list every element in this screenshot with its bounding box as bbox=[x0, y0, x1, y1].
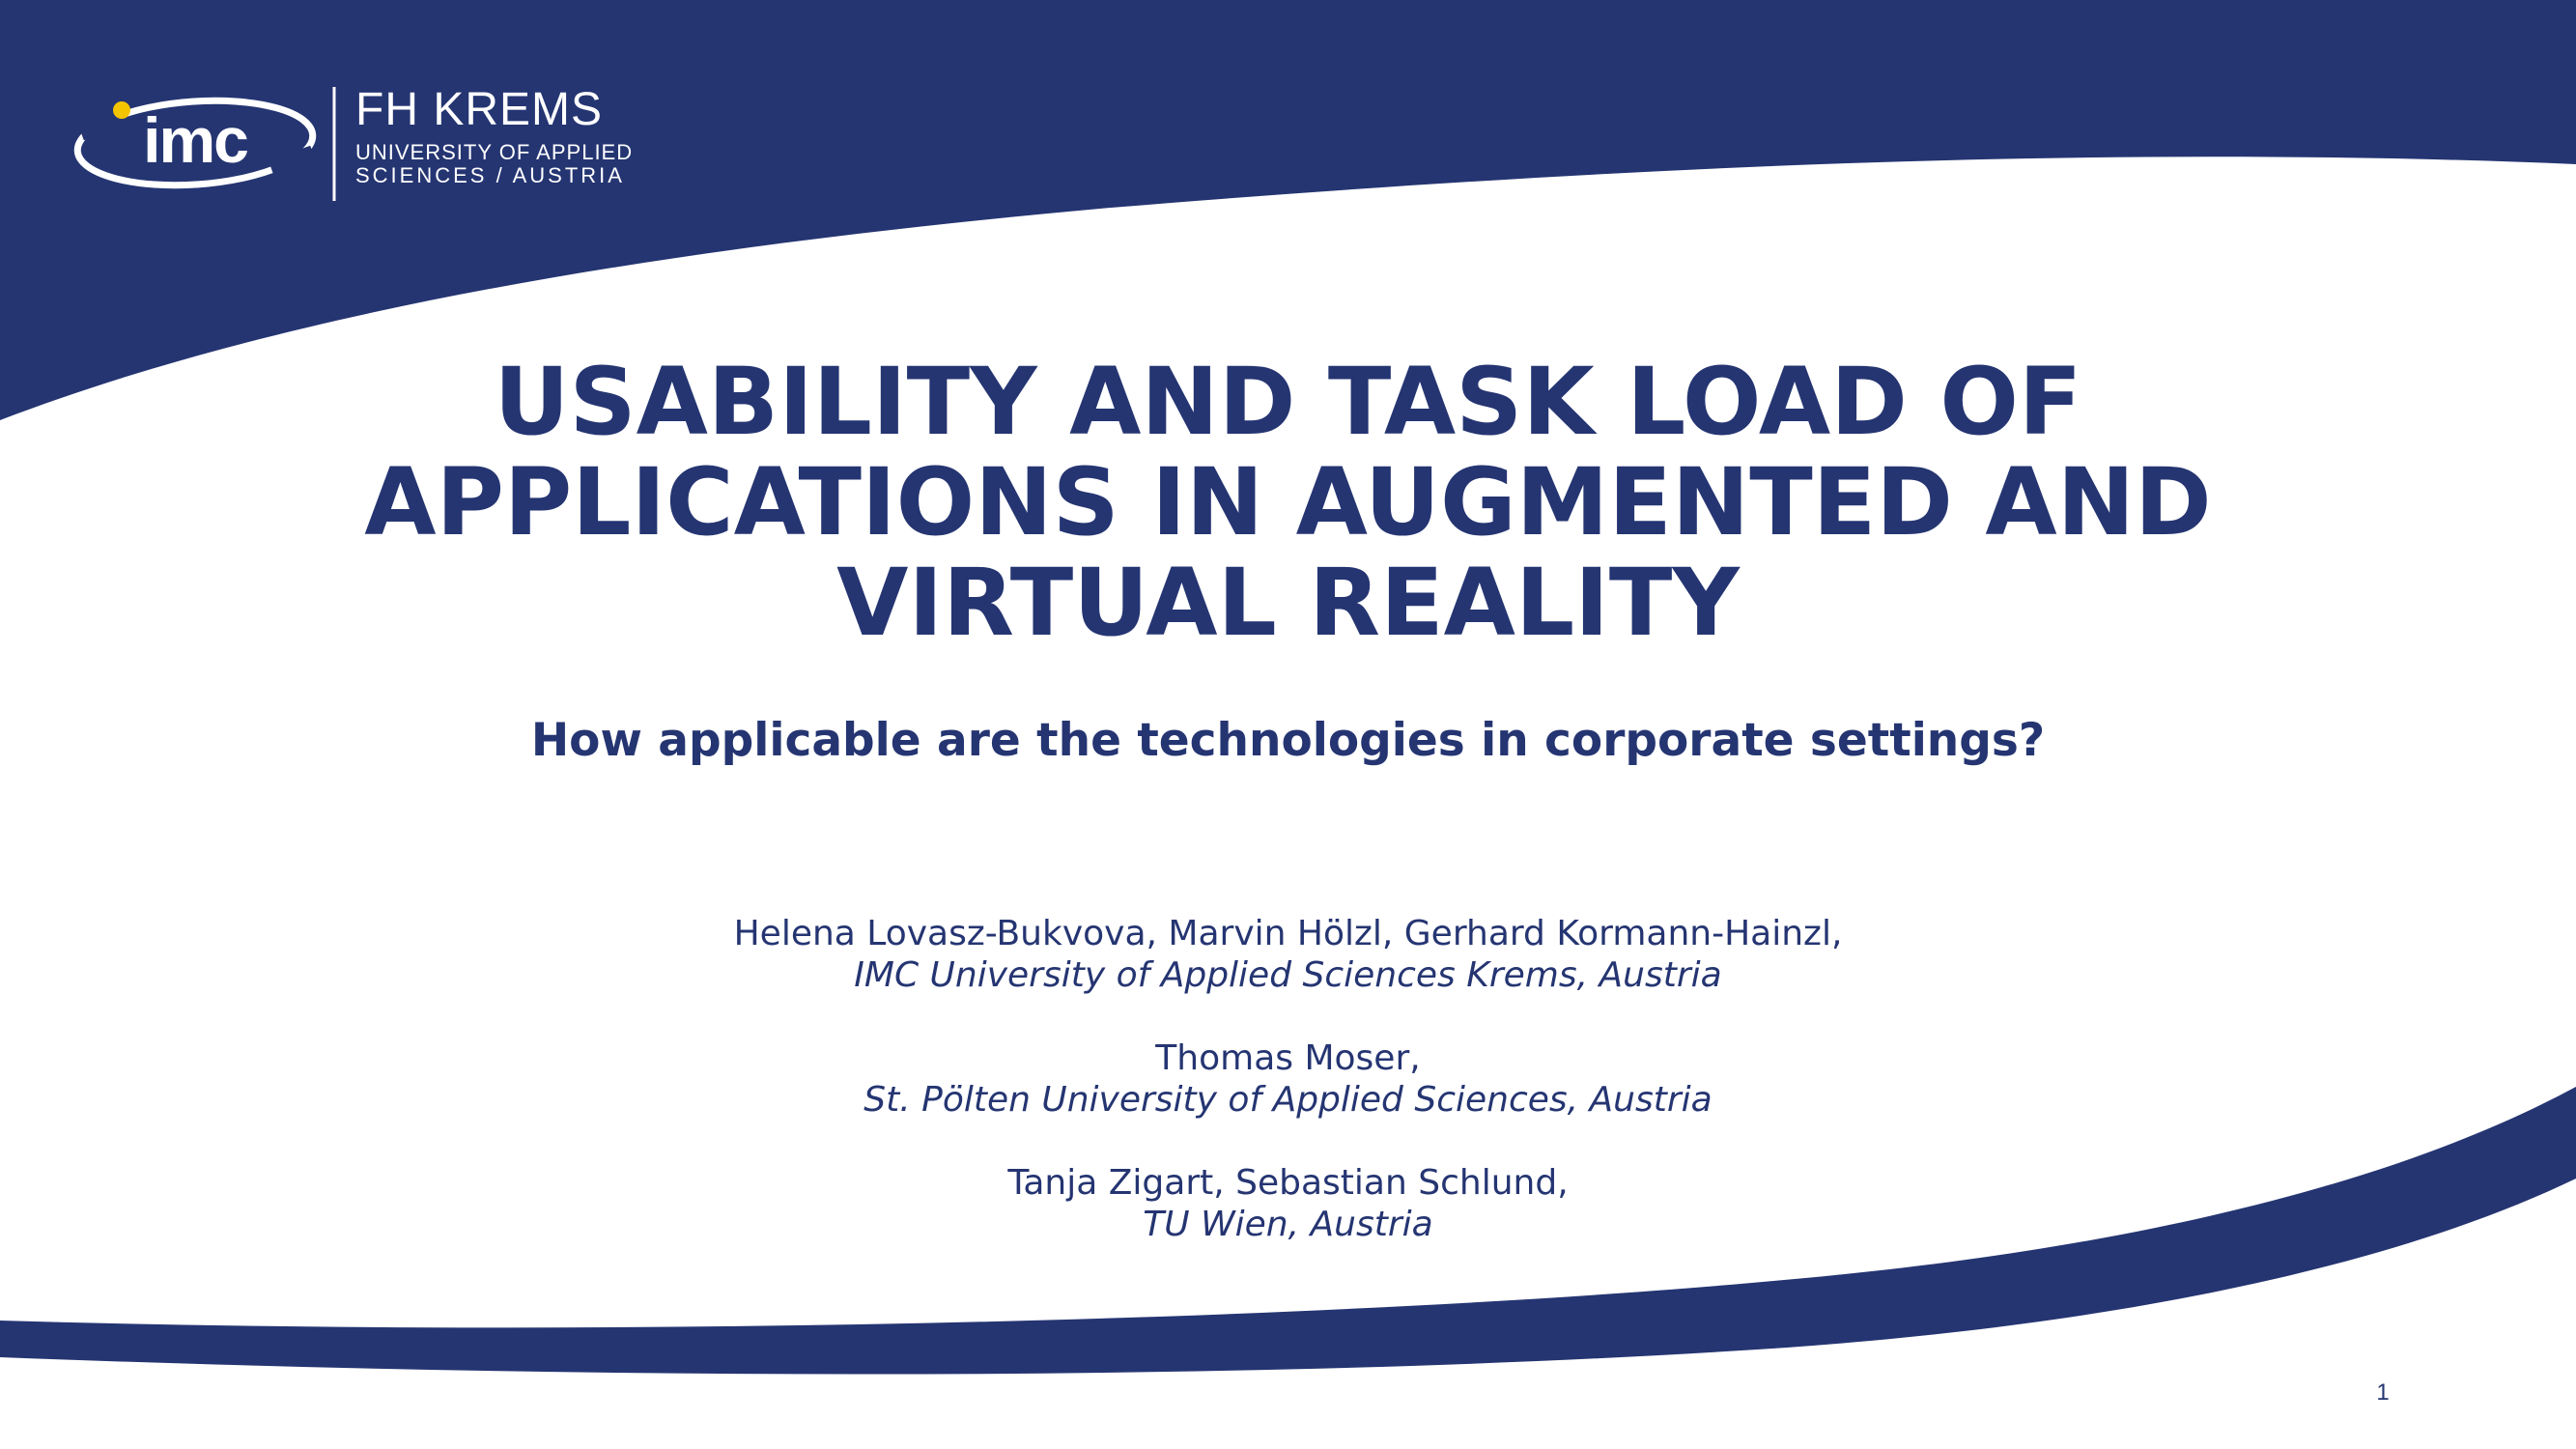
page-number: 1 bbox=[2376, 1379, 2390, 1406]
author-group bbox=[0, 1162, 2576, 1245]
author-names: Helena Lovasz-Bukvova, Marvin Hölzl, Gerhard Kormann-Hainzl, bbox=[733, 914, 1843, 953]
slide-title bbox=[0, 348, 2576, 657]
title-line-3: VIRTUAL REALITY bbox=[836, 549, 1740, 657]
institution-name: FH KREMS bbox=[355, 84, 604, 135]
title-line-2: APPLICATIONS IN AUGMENTED AND bbox=[364, 448, 2212, 556]
author-list bbox=[0, 913, 2576, 1287]
institution-wordmark bbox=[355, 85, 633, 187]
logo-dot-icon bbox=[113, 101, 130, 119]
slide-subtitle: How applicable are the technologies in corporate settings? bbox=[530, 714, 2046, 767]
author-affiliation: IMC University of Applied Sciences Krems, Austria bbox=[854, 955, 1722, 995]
author-affiliation: St. Pölten University of Applied Sciences, Austria bbox=[863, 1080, 1713, 1120]
title-line-1: USABILITY AND TASK LOAD OF bbox=[494, 348, 2082, 456]
institution-subline-1: UNIVERSITY OF APPLIED bbox=[355, 140, 634, 164]
author-names: Thomas Moser, bbox=[1155, 1038, 1421, 1078]
author-names: Tanja Zigart, Sebastian Schlund, bbox=[1007, 1163, 1569, 1203]
author-group bbox=[0, 1037, 2576, 1121]
author-affiliation: TU Wien, Austria bbox=[1143, 1205, 1433, 1244]
institution-subline-2: SCIENCES / AUSTRIA bbox=[355, 163, 625, 187]
author-group bbox=[0, 913, 2576, 996]
logo-mark-text: imc bbox=[143, 104, 247, 176]
